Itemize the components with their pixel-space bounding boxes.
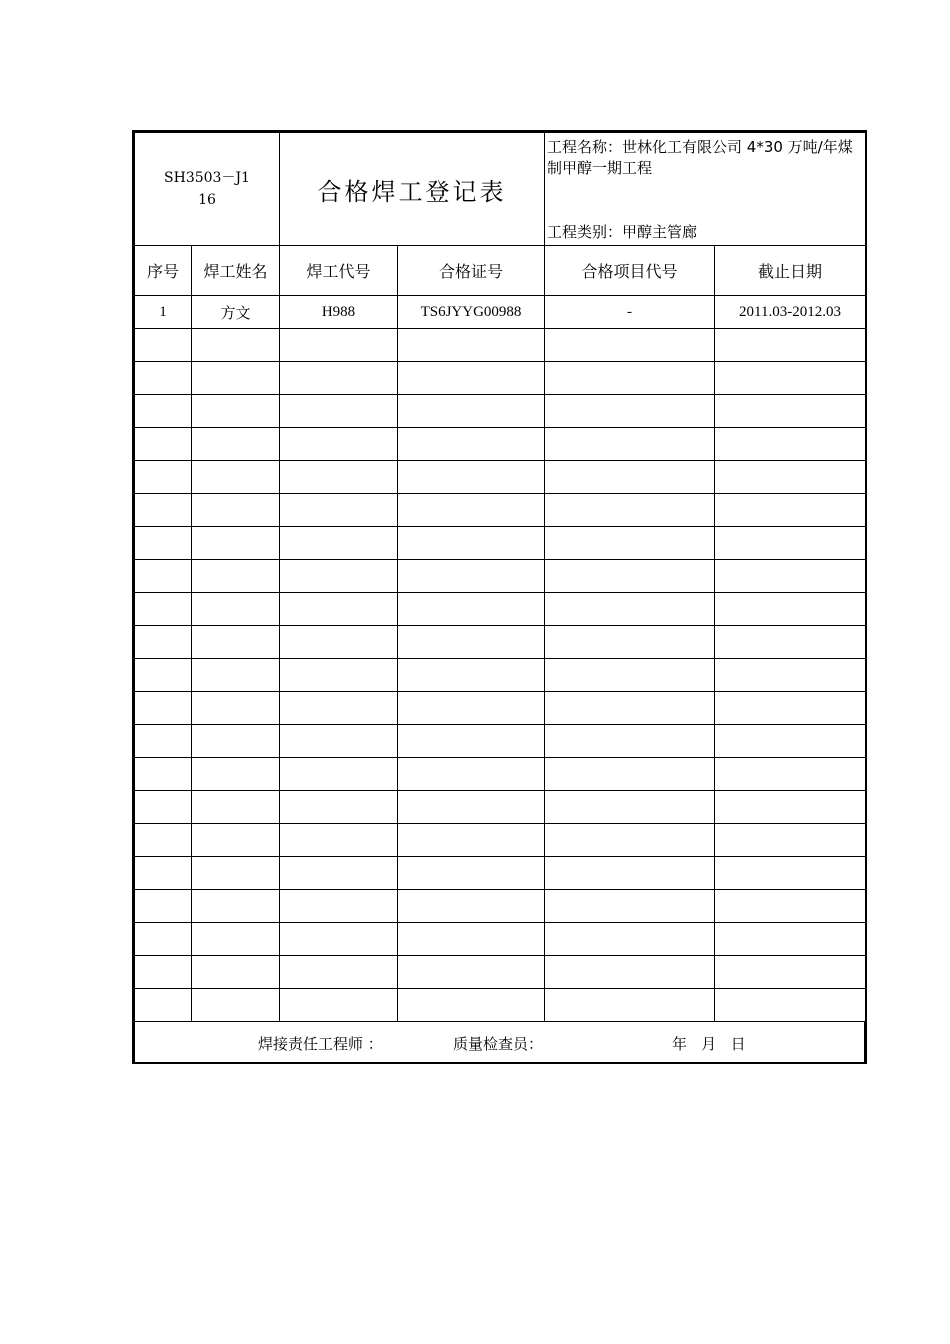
table-row bbox=[135, 890, 866, 923]
table-cell bbox=[545, 560, 715, 593]
table-row bbox=[135, 824, 866, 857]
table-cell bbox=[398, 956, 545, 989]
table-cell bbox=[280, 494, 398, 527]
table-cell bbox=[398, 395, 545, 428]
table-cell bbox=[545, 494, 715, 527]
table-cell bbox=[135, 329, 192, 362]
table-row bbox=[135, 857, 866, 890]
table-row bbox=[135, 461, 866, 494]
table-cell bbox=[280, 329, 398, 362]
table-cell bbox=[398, 659, 545, 692]
table-cell bbox=[545, 758, 715, 791]
table-cell bbox=[545, 857, 715, 890]
table-row bbox=[135, 395, 866, 428]
table-cell bbox=[135, 989, 192, 1022]
project-info bbox=[545, 133, 866, 246]
table-cell bbox=[545, 395, 715, 428]
signature-bar bbox=[135, 1022, 865, 1063]
table-cell bbox=[192, 923, 280, 956]
table-row bbox=[135, 593, 866, 626]
table-cell bbox=[192, 857, 280, 890]
table-cell bbox=[135, 527, 192, 560]
table-cell bbox=[280, 626, 398, 659]
table-cell bbox=[192, 725, 280, 758]
table-cell bbox=[398, 824, 545, 857]
table-cell bbox=[192, 791, 280, 824]
table-cell bbox=[135, 758, 192, 791]
col-header-index: 序号 bbox=[135, 246, 192, 296]
table-cell bbox=[545, 923, 715, 956]
table-cell bbox=[135, 791, 192, 824]
table-cell bbox=[192, 593, 280, 626]
table-cell bbox=[192, 989, 280, 1022]
table-cell bbox=[135, 395, 192, 428]
table-cell bbox=[398, 758, 545, 791]
table-cell bbox=[545, 692, 715, 725]
table-cell bbox=[192, 362, 280, 395]
table-cell: - bbox=[545, 296, 715, 329]
table-row bbox=[135, 428, 866, 461]
table-cell bbox=[280, 956, 398, 989]
table-cell bbox=[715, 956, 866, 989]
table-cell bbox=[192, 824, 280, 857]
table-cell bbox=[715, 989, 866, 1022]
table-cell bbox=[715, 890, 866, 923]
table-cell bbox=[135, 956, 192, 989]
table-cell bbox=[715, 593, 866, 626]
table-cell bbox=[545, 725, 715, 758]
table-row bbox=[135, 725, 866, 758]
table-cell bbox=[280, 560, 398, 593]
footer-table bbox=[134, 1021, 865, 1063]
table-cell bbox=[135, 626, 192, 659]
footer-row bbox=[135, 1022, 865, 1063]
table-cell bbox=[135, 494, 192, 527]
table-cell bbox=[192, 461, 280, 494]
table-cell bbox=[398, 461, 545, 494]
table-cell bbox=[280, 527, 398, 560]
table-cell bbox=[715, 461, 866, 494]
table-cell bbox=[192, 890, 280, 923]
table-cell bbox=[398, 428, 545, 461]
page-title: 合格焊工登记表 bbox=[280, 133, 545, 246]
table-cell bbox=[192, 692, 280, 725]
project-category: 工程类别：甲醇主管廊 bbox=[547, 223, 698, 241]
table-cell bbox=[280, 758, 398, 791]
table-cell bbox=[715, 923, 866, 956]
table-cell bbox=[192, 527, 280, 560]
table-cell bbox=[398, 923, 545, 956]
table-cell bbox=[280, 461, 398, 494]
table-cell bbox=[135, 923, 192, 956]
register-table bbox=[134, 132, 866, 1022]
table-cell bbox=[135, 824, 192, 857]
table-cell bbox=[398, 527, 545, 560]
table-cell bbox=[715, 395, 866, 428]
table-row bbox=[135, 527, 866, 560]
header-row bbox=[135, 133, 866, 246]
table-cell bbox=[135, 593, 192, 626]
table-cell bbox=[280, 824, 398, 857]
table-cell bbox=[280, 923, 398, 956]
table-cell bbox=[280, 362, 398, 395]
form-code-text: SH3503－J116 bbox=[164, 170, 250, 208]
table-cell bbox=[280, 890, 398, 923]
col-header-welder-name: 焊工姓名 bbox=[192, 246, 280, 296]
table-row bbox=[135, 494, 866, 527]
table-cell bbox=[398, 593, 545, 626]
table-row bbox=[135, 659, 866, 692]
table-cell bbox=[715, 824, 866, 857]
table-cell bbox=[545, 890, 715, 923]
table-cell bbox=[398, 626, 545, 659]
table-cell bbox=[715, 791, 866, 824]
table-row bbox=[135, 692, 866, 725]
col-header-qualified-item-code: 合格项目代号 bbox=[545, 246, 715, 296]
table-cell bbox=[192, 428, 280, 461]
table-cell bbox=[545, 428, 715, 461]
welder-register-form bbox=[132, 130, 867, 1064]
table-cell: 方文 bbox=[192, 296, 280, 329]
table-cell bbox=[398, 989, 545, 1022]
table-cell bbox=[192, 560, 280, 593]
table-row bbox=[135, 791, 866, 824]
table-cell: TS6JYYG00988 bbox=[398, 296, 545, 329]
table-cell bbox=[715, 626, 866, 659]
table-cell bbox=[545, 791, 715, 824]
table-cell bbox=[398, 890, 545, 923]
table-row bbox=[135, 296, 866, 329]
table-cell bbox=[545, 824, 715, 857]
inspector-label: 质量检查员： bbox=[453, 1035, 544, 1053]
table-row bbox=[135, 758, 866, 791]
table-cell bbox=[545, 329, 715, 362]
table-cell bbox=[398, 857, 545, 890]
table-cell bbox=[398, 560, 545, 593]
table-cell: 1 bbox=[135, 296, 192, 329]
table-cell bbox=[280, 395, 398, 428]
table-cell bbox=[135, 560, 192, 593]
table-cell bbox=[545, 626, 715, 659]
table-cell bbox=[280, 725, 398, 758]
table-cell bbox=[192, 494, 280, 527]
table-cell bbox=[715, 560, 866, 593]
col-header-expiry-date: 截止日期 bbox=[715, 246, 866, 296]
table-row bbox=[135, 362, 866, 395]
table-cell bbox=[398, 725, 545, 758]
table-cell bbox=[398, 791, 545, 824]
table-cell bbox=[545, 956, 715, 989]
table-cell bbox=[715, 494, 866, 527]
date-label: 年 月 日 bbox=[672, 1035, 746, 1053]
table-cell bbox=[192, 956, 280, 989]
col-header-welder-code: 焊工代号 bbox=[280, 246, 398, 296]
table-cell bbox=[135, 428, 192, 461]
table-cell bbox=[398, 494, 545, 527]
table-cell bbox=[715, 758, 866, 791]
table-cell bbox=[192, 659, 280, 692]
table-cell bbox=[280, 989, 398, 1022]
table-cell bbox=[715, 692, 866, 725]
table-cell bbox=[192, 626, 280, 659]
table-cell bbox=[280, 857, 398, 890]
col-header-certificate-no: 合格证号 bbox=[398, 246, 545, 296]
table-row bbox=[135, 560, 866, 593]
table-cell bbox=[280, 791, 398, 824]
table-cell bbox=[715, 725, 866, 758]
table-cell bbox=[545, 659, 715, 692]
table-cell bbox=[715, 527, 866, 560]
table-cell bbox=[280, 692, 398, 725]
table-cell bbox=[545, 593, 715, 626]
table-cell bbox=[545, 989, 715, 1022]
table-cell bbox=[545, 461, 715, 494]
engineer-label: 焊接责任工程师 ： bbox=[258, 1035, 383, 1053]
table-cell bbox=[192, 758, 280, 791]
table-row bbox=[135, 923, 866, 956]
table-cell bbox=[192, 395, 280, 428]
table-cell bbox=[135, 461, 192, 494]
table-cell bbox=[135, 362, 192, 395]
table-cell bbox=[280, 659, 398, 692]
table-cell bbox=[280, 593, 398, 626]
project-name: 工程名称：世林化工有限公司 4*30 万吨/年煤制甲醇一期工程 bbox=[547, 138, 853, 177]
table-row bbox=[135, 329, 866, 362]
table-cell: H988 bbox=[280, 296, 398, 329]
table-cell bbox=[715, 329, 866, 362]
table-cell bbox=[192, 329, 280, 362]
table-row bbox=[135, 956, 866, 989]
table-cell bbox=[135, 890, 192, 923]
form-code bbox=[135, 133, 280, 246]
table-cell bbox=[135, 857, 192, 890]
table-row bbox=[135, 989, 866, 1022]
column-header-row bbox=[135, 246, 866, 296]
table-cell bbox=[715, 659, 866, 692]
table-cell bbox=[715, 362, 866, 395]
table-cell bbox=[545, 527, 715, 560]
table-cell bbox=[398, 329, 545, 362]
table-cell bbox=[545, 362, 715, 395]
table-cell bbox=[135, 725, 192, 758]
table-cell bbox=[280, 428, 398, 461]
table-cell bbox=[398, 362, 545, 395]
table-cell bbox=[135, 692, 192, 725]
table-row bbox=[135, 626, 866, 659]
table-cell bbox=[398, 692, 545, 725]
table-cell bbox=[135, 659, 192, 692]
table-cell bbox=[715, 857, 866, 890]
table-cell: 2011.03-2012.03 bbox=[715, 296, 866, 329]
table-cell bbox=[715, 428, 866, 461]
